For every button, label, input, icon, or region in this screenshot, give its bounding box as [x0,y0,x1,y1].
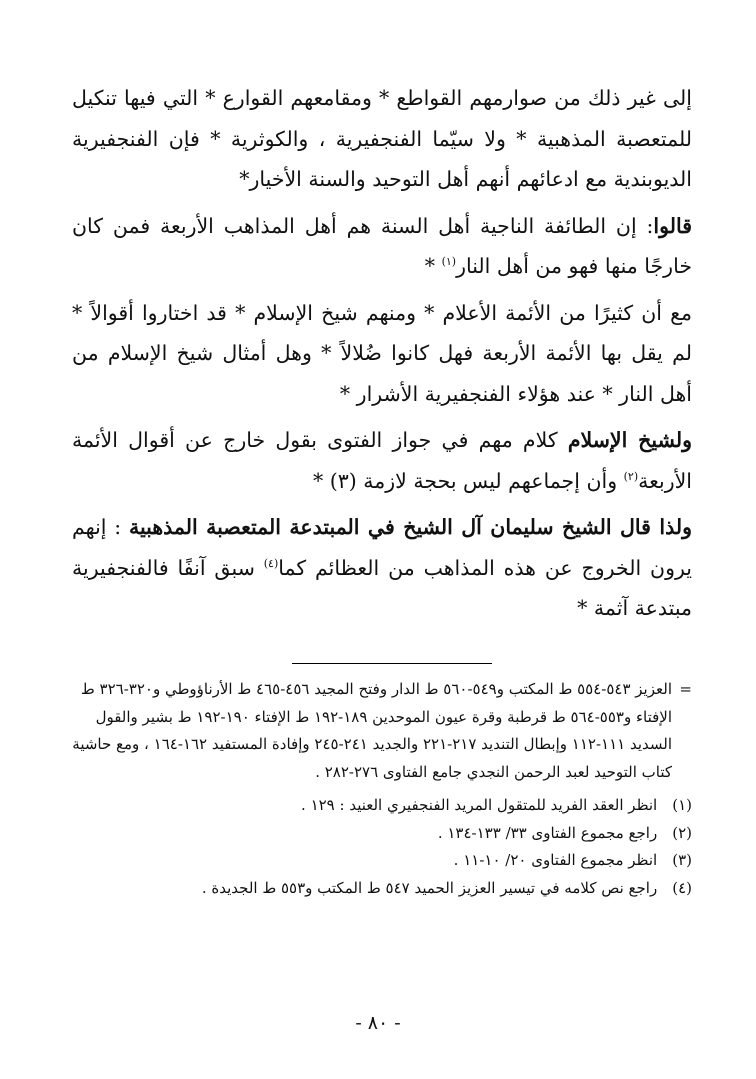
continuation-text: العزيز ٥٤٣-٥٥٤ ط المكتب و٥٤٩-٥٦٠ ط الدار وفتح المجيد ٤٥٦-٤٦٥ ط الأرناؤوطي و٣٢٠-٣٢٦ ط الإفتاء و٥٥٣-٥٦٤ ط قرطبة وقرة عيون الموحدين ١٨٩-١٩٢ ط الإفتاء ١٩٠-١٩٢ ط بشير والقول السديد ١١١-١١٢ وإبطال التنديد ٢١٧-٢٢١ والجديد ٢٤١-٢٤٥ وإفادة المستفيد ١٦٢-١٦٤ ، ومع حاشية كتاب التوحيد لعبد الرحمن النجدي جامع الفتاوى ٢٧٦-٢٨٢ . [72,680,672,781]
main-text [72,78,692,635]
paragraph-4 [72,420,692,501]
paragraph-5-tail: سبق آنفًا فالفنجفيرية مبتدعة آثمة * [72,555,692,620]
footnote-3 [62,847,692,875]
paragraph-3-text: مع أن كثيرًا من الأئمة الأعلام * ومنهم شيخ الإسلام * قد اختاروا أقوالاً * لم يقل بها الأئمة الأربعة فهل كانوا ضُلالاً * وهل أمثال شيخ الإسلام من أهل النار * عند هؤلاء الفنجفيرية الأشرار * [72,300,692,406]
paragraph-2-lead: قالوا [653,213,692,238]
paragraph-4-lead: ولشيخ الإسلام [567,428,693,452]
footnote-4 [62,875,692,903]
paragraph-4-tail: وأن إجماعهم ليس بحجة لازمة (٣) * [313,468,624,493]
footnote-1 [62,792,692,820]
footnote-continuation [62,676,692,786]
paragraph-5 [72,507,692,629]
footnote-ref-2: (٢) [623,469,639,483]
paragraph-1 [72,78,692,200]
footnote-3-number: (٣) [672,851,692,869]
paragraph-2-text: : إن الطائفة الناجية أهل السنة هم أهل المذاهب الأربعة فمن كان خارجًا منها فهو من أهل النار [72,213,692,278]
footnote-ref-4: (٤) [263,556,279,570]
paragraph-1-text: إلى غير ذلك من صوارمهم القواطع * ومقامعهم القوارع * التي فيها تنكيل للمتعصبة المذهبية * ولا سيّما الفنجفيرية ، والكوثرية * فإن الفنجفيرية الديوبندية مع ادعائهم أنهم أهل التوحيد والسنة الأخيار* [72,86,692,191]
page-number: - ٨٠ - [355,1012,401,1034]
paragraph-5-lead: ولذا قال الشيخ سليمان آل الشيخ في المبتدعة المتعصبة المذهبية [128,515,692,539]
footnote-3-text: انظر مجموع الفتاوى ٢٠/ ١٠-١١ . [453,851,658,869]
footnote-2 [62,820,692,848]
footnote-ref-1: (١) [441,255,457,269]
footnotes [62,676,692,902]
paragraph-2-tail: * [424,254,442,278]
footnote-4-number: (٤) [672,878,692,897]
paragraph-5-text: : إنهم يرون الخروج عن هذه المذاهب من العظائم كما [72,515,692,580]
footnote-1-text: انظر العقد الفريد للمتقول المريد الفنجفيري العنيد : ١٢٩ . [301,796,658,814]
footnote-2-number: (٢) [672,823,692,842]
footnote-separator [292,663,492,664]
paragraph-3 [72,293,692,415]
paragraph-4-text: كلام مهم في جواز الفتوى بقول خارج عن أقوال الأئمة الأربعة [72,428,692,493]
paragraph-2 [72,206,692,287]
footnote-4-text: راجع نص كلامه في تيسير العزيز الحميد ٥٤٧ ط المكتب و٥٥٣ ط الجديدة . [201,878,658,897]
continuation-mark: = [679,680,692,698]
footnote-2-text: راجع مجموع الفتاوى ٣٣/ ١٣٣-١٣٤ . [437,823,658,842]
footnote-1-number: (١) [672,796,692,814]
footnote-list [62,792,692,902]
